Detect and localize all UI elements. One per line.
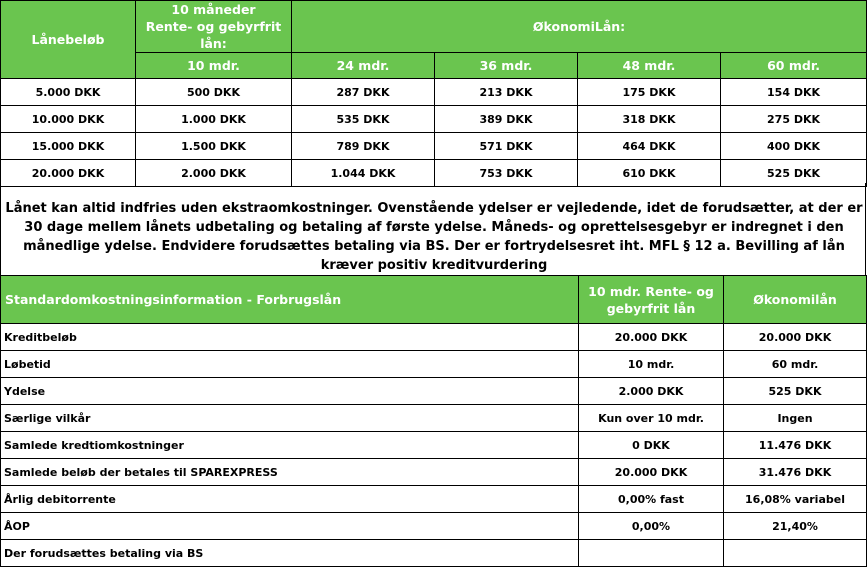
payment-cell: 318 DKK [578, 106, 721, 133]
payment-cell: 2.000 DKK [136, 160, 292, 187]
header-term-24: 24 mdr. [292, 53, 435, 79]
table-row [1, 540, 867, 567]
free-loan-value: 0,00% [579, 513, 724, 540]
free-loan-value: 0 DKK [579, 432, 724, 459]
payment-cell: 500 DKK [136, 79, 292, 106]
economy-loan-value: 21,40% [724, 513, 867, 540]
table-row [1, 79, 867, 106]
header-term-36: 36 mdr. [435, 53, 578, 79]
table-row [1, 486, 867, 513]
row-label: Samlede beløb der betales til SPAREXPRESS [1, 459, 579, 486]
free-loan-value: Kun over 10 mdr. [579, 405, 724, 432]
table-row [1, 405, 867, 432]
payment-cell: 789 DKK [292, 133, 435, 160]
table-row [1, 324, 867, 351]
table-row [1, 459, 867, 486]
row-label: Samlede kredtiomkostninger [1, 432, 579, 459]
payment-cell: 400 DKK [721, 133, 867, 160]
payment-cell: 275 DKK [721, 106, 867, 133]
economy-loan-value: 60 mdr. [724, 351, 867, 378]
payment-cell: 213 DKK [435, 79, 578, 106]
row-label: Kreditbeløb [1, 324, 579, 351]
table-row [1, 106, 867, 133]
loan-amount-cell: 5.000 DKK [1, 79, 136, 106]
header-term-48: 48 mdr. [578, 53, 721, 79]
table-row [1, 133, 867, 160]
payment-cell: 571 DKK [435, 133, 578, 160]
table-row [1, 351, 867, 378]
payment-cell: 753 DKK [435, 160, 578, 187]
header-free-loan-column: 10 mdr. Rente- og gebyrfrit lån [579, 276, 724, 324]
row-label: ÅOP [1, 513, 579, 540]
payment-cell: 175 DKK [578, 79, 721, 106]
header-economy-loan: ØkonomiLån: [292, 1, 867, 53]
payment-cell: 389 DKK [435, 106, 578, 133]
economy-loan-value: 16,08% variabel [724, 486, 867, 513]
payment-cell: 1.000 DKK [136, 106, 292, 133]
row-label: Særlige vilkår [1, 405, 579, 432]
row-label: Årlig debitorrente [1, 486, 579, 513]
payment-cell: 535 DKK [292, 106, 435, 133]
row-label: Ydelse [1, 378, 579, 405]
payment-cell: 464 DKK [578, 133, 721, 160]
header-loan-amount: Lånebeløb [1, 1, 136, 79]
loan-amount-cell: 15.000 DKK [1, 133, 136, 160]
free-loan-value: 2.000 DKK [579, 378, 724, 405]
payment-cell: 287 DKK [292, 79, 435, 106]
economy-loan-value [724, 540, 867, 567]
free-loan-value [579, 540, 724, 567]
loan-amount-cell: 20.000 DKK [1, 160, 136, 187]
standard-cost-info-table [0, 275, 867, 567]
economy-loan-value: 525 DKK [724, 378, 867, 405]
row-label: Løbetid [1, 351, 579, 378]
free-loan-value: 20.000 DKK [579, 324, 724, 351]
table-row [1, 513, 867, 540]
header-term-60: 60 mdr. [721, 53, 867, 79]
header-term-10: 10 mdr. [136, 53, 292, 79]
free-loan-value: 0,00% fast [579, 486, 724, 513]
payment-cell: 525 DKK [721, 160, 867, 187]
table-row [1, 432, 867, 459]
loan-terms-note [0, 183, 866, 275]
economy-loan-value: 31.476 DKK [724, 459, 867, 486]
payment-cell: 154 DKK [721, 79, 867, 106]
payment-cell: 1.044 DKK [292, 160, 435, 187]
economy-loan-value: 20.000 DKK [724, 324, 867, 351]
header-economy-loan-column: Økonomilån [724, 276, 867, 324]
free-loan-value: 10 mdr. [579, 351, 724, 378]
note-text: Lånet kan altid indfries uden ekstraomkostninger. Ovenstående ydelser er vejledende, idet de forudsætter, at der er 30 dage mellem lånets udbetaling og betaling af første ydelse. Måneds- og oprettelsesgebyr er indregnet i den månedlige ydelse. Endvidere forudsættes betaling via BS. Der er fortrydelsesret iht. MFL § 12 a. Bevilling af lån kræver positiv kreditvurdering [5, 201, 863, 273]
payment-cell: 1.500 DKK [136, 133, 292, 160]
payment-cell: 610 DKK [578, 160, 721, 187]
loan-amount-cell: 10.000 DKK [1, 106, 136, 133]
table-row [1, 378, 867, 405]
free-loan-value: 20.000 DKK [579, 459, 724, 486]
header-free-loan: 10 måneder Rente- og gebyrfrit lån: [136, 1, 292, 53]
row-label: Der forudsættes betaling via BS [1, 540, 579, 567]
economy-loan-value: 11.476 DKK [724, 432, 867, 459]
loan-overview-table [0, 0, 867, 187]
economy-loan-value: Ingen [724, 405, 867, 432]
cost-info-title: Standardomkostningsinformation - Forbrugslån [1, 276, 579, 324]
